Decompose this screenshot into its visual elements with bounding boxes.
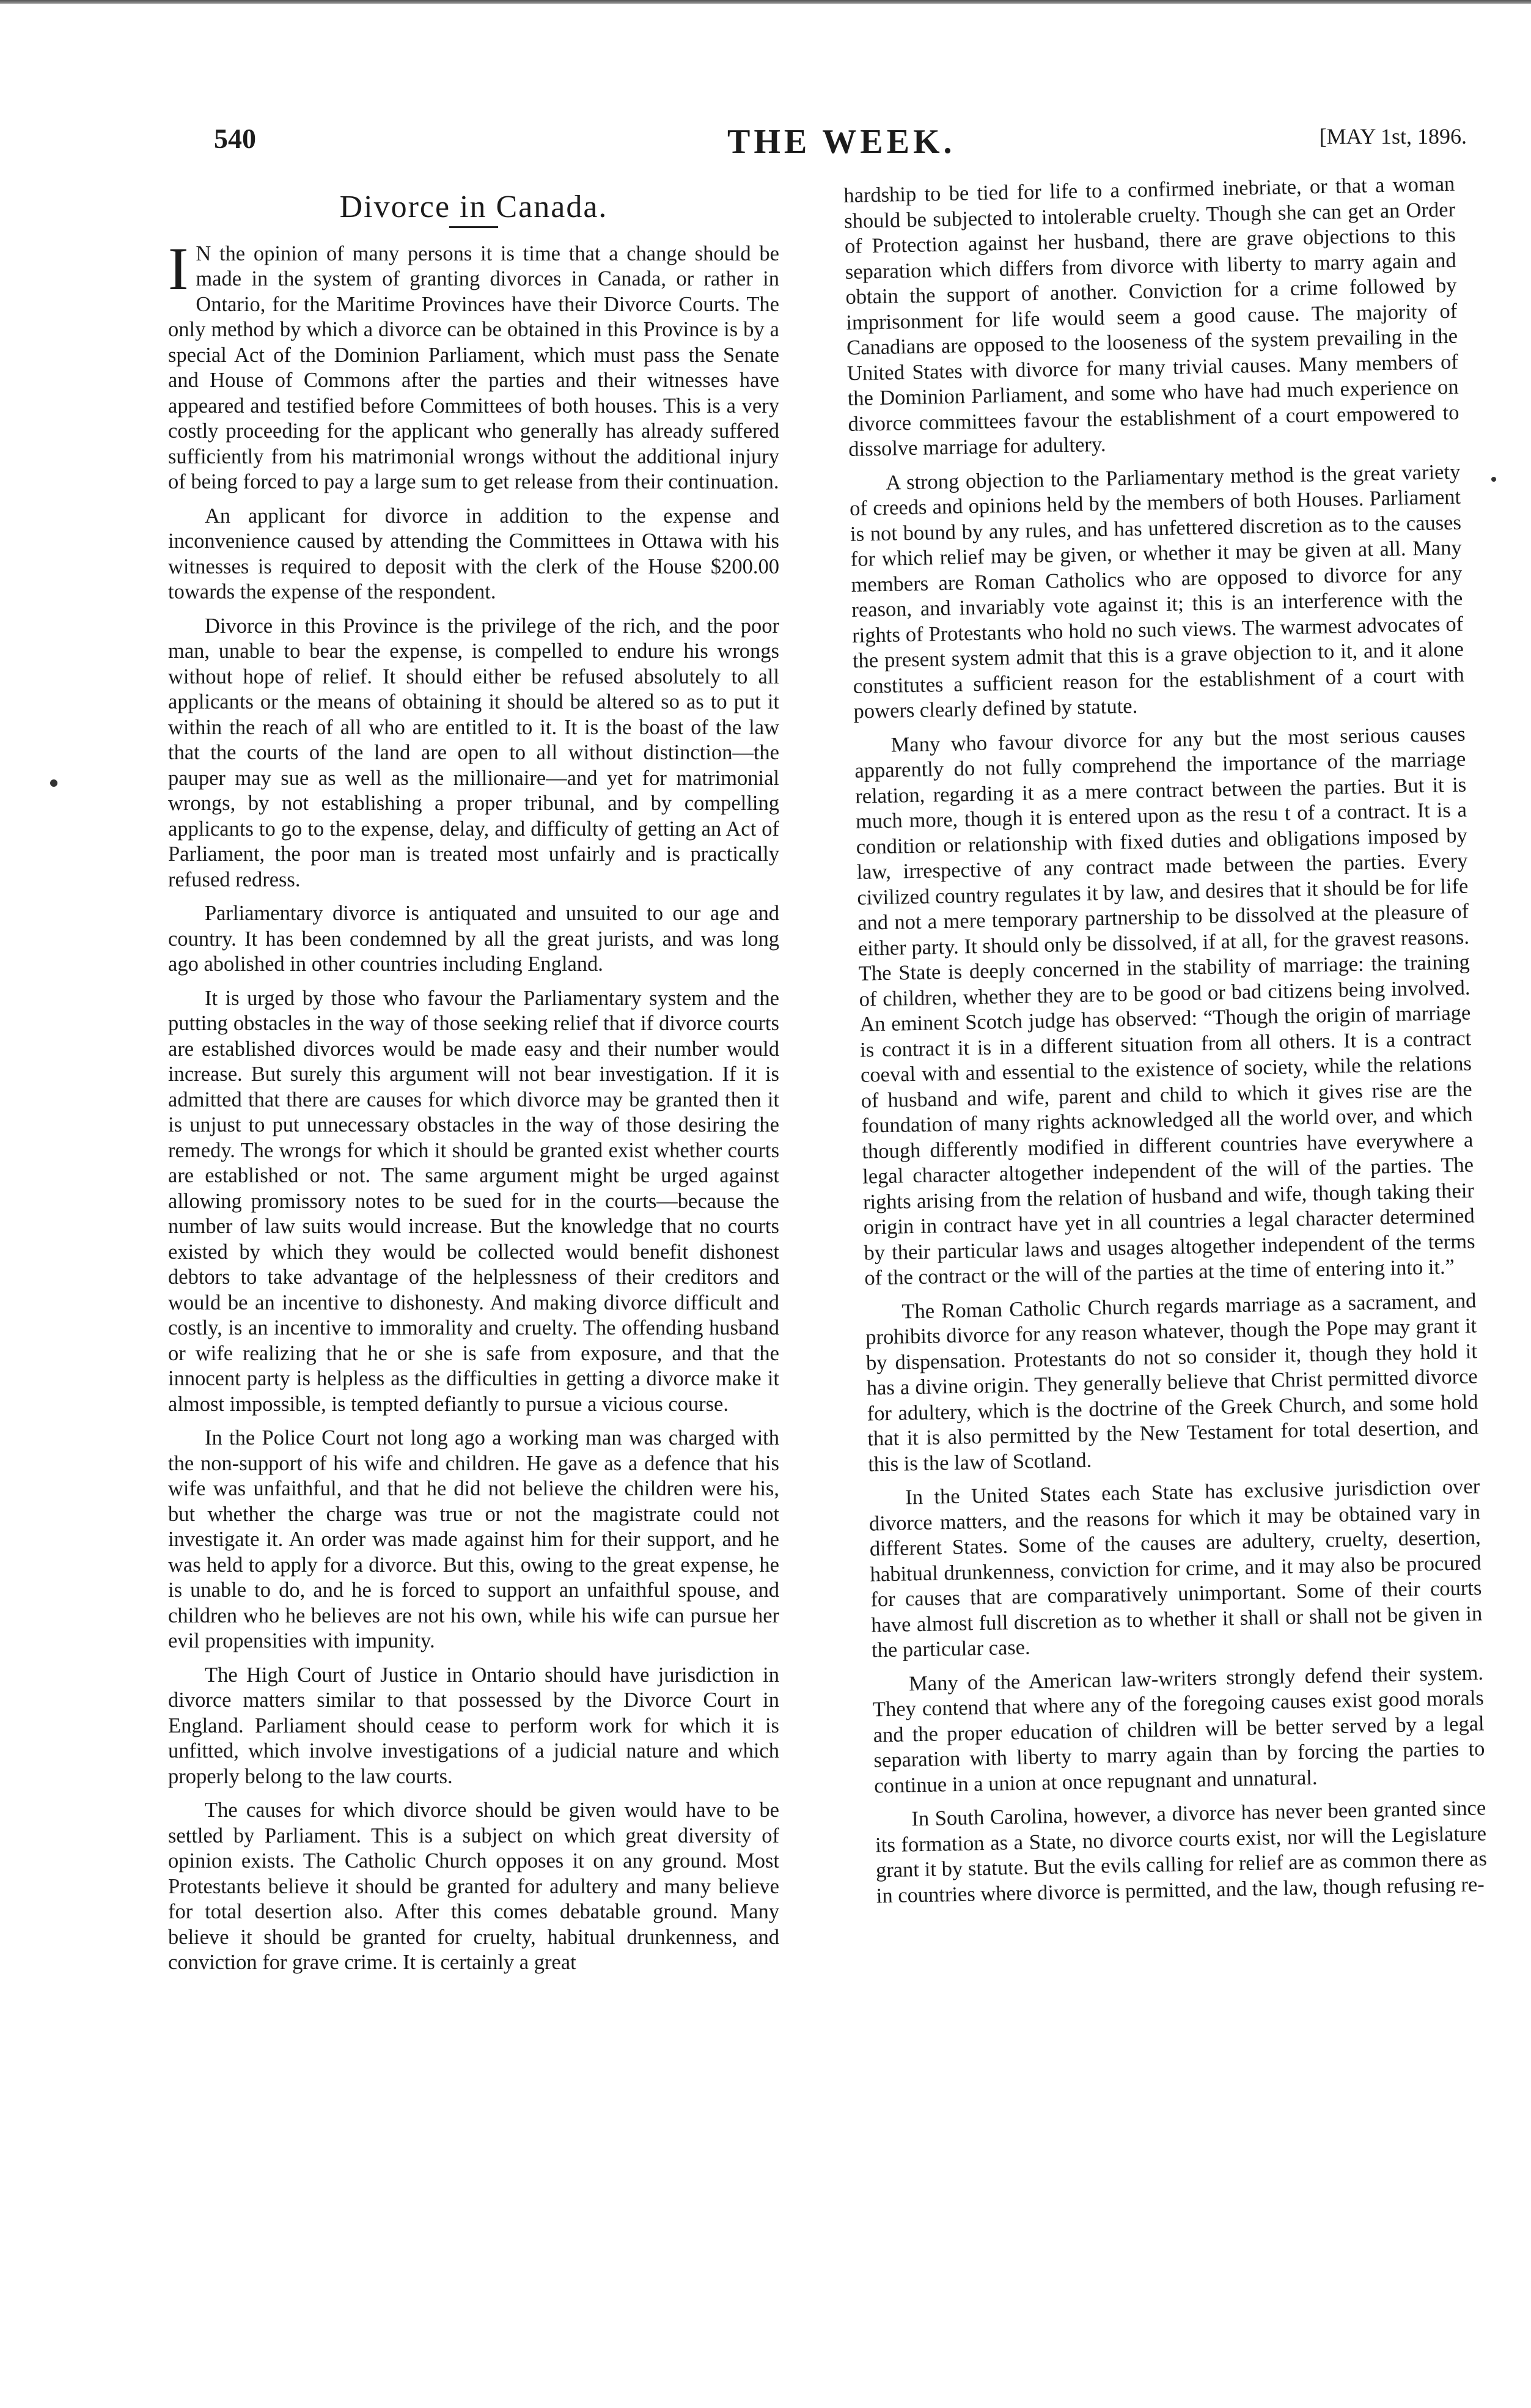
article-title: Divorce in Canada. — [339, 190, 608, 224]
paragraph: Many of the American law-writers strongly defend their system. They contend that where any of the foregoing causes exist good morals and the proper education of children will be better served by a legal separation with liberty to marry again than by forcing the parties to continue in a union at once repugnant and unnatural. — [872, 1660, 1485, 1798]
left-column — [168, 190, 779, 1984]
paragraph: The Roman Catholic Church regards marriage as a sacrament, and prohibits divorce for any reason whatever, though the Pope may grant it by dispensation. Protestants do not so consider it, though they hold it has a divine origin. They generally believe that Christ permitted divorce for adultery, which is the doctrine of the Greek Church, and some hold that it is also permitted by the New Testament for total desertion, and this is the law of Scotland. — [865, 1288, 1479, 1476]
paragraph: In South Carolina, however, a divorce has never been granted since its formation as a State, no divorce courts exist, nor will the Legislature grant it by statute. But the evils calling for relief are as common there as in countries where divorce is permitted, and the law, though refusing re- — [875, 1796, 1488, 1907]
page-number: 540 — [214, 123, 256, 154]
paragraph: It is urged by those who favour the Parliamentary system and the putting obstacles in the way of those seeking relief that if divorce courts are established divorces would be made easy and their number would increase. But surely this argument will not bear investigation. If it is admitted that there are causes for which divorce may be granted then it is unjust to put unnecessary obstacles in the way of those desiring the remedy. The wrongs for which it should be granted exist whether courts are established or not. The same argument might be urged against allowing promissory notes to be sued for in the courts—because the number of law suits would increase. But the knowledge that no courts existed by which they would be collected would benefit dishonest debtors to take advantage of the helplessness of their creditors and would be an incentive to dishonesty. And making divorce difficult and costly, is an incentive to immorality and cruelty. The offending husband or wife realizing that he or she is safe from exposure, and that the innocent party is helpless as the difficulties in getting a divorce make it almost impossible, is tempted defiantly to pursue a vicious course. — [168, 986, 779, 1416]
drop-cap: I — [168, 234, 189, 303]
paragraph: Divorce in this Province is the privilege of the rich, and the poor man, unable to bear the expense, is compelled to endure his wrongs without hope of relief. It should either be refused absolutely to all applicants or the means of obtaining it should be altered so as to put it within the reach of all who are entitled to it. It is the boast of the law that the courts of the land are open to all without distinction—the pauper may sue as well as the millionaire—and yet for matrimonial wrongs, by not establishing a proper tribunal, and by compelling applicants to go to the expense, delay, and difficulty of getting an Act of Parliament, the poor man is treated most unfairly and is practically refused redress. — [168, 614, 779, 891]
paragraph: Parliamentary divorce is antiquated and unsuited to our age and country. It has been condemned by all the great jurists, and was long ago abolished in other countries including England. — [168, 902, 779, 976]
paragraph: The causes for which divorce should be given would have to be settled by Parliament. This is a subject on which great diversity of opinion exists. The Catholic Church opposes it on any ground. Most Protestants believe it should be granted for adultery and many believe for total desertion also. After this comes debatable ground. Many believe it should be granted for cruelty, habitual drunkenness, and conviction for grave crime. It is certainly a great — [168, 1799, 779, 1974]
paragraph: A strong objection to the Parliamentary method is the great variety of creeds and opinions held by the members of both Houses. Parliament is not bound by any rules, and has unfettered discretion as to the causes for which relief may be given, or whether it may be given at all. Many members are Roman Catholics who are opposed to divorce for any reason, and invariably vote against it; this is an interference with the rights of Protestants who hold no such views. The warmest advocates of the present system admit that this is a grave objection to it, and it alone constitutes a sufficient reason for the establishment of a court with powers clearly defined by statute. — [849, 460, 1464, 723]
masthead-title: THE WEEK. — [727, 123, 956, 161]
page-top-edge — [0, 0, 1531, 4]
paragraph: In the United States each State has exclusive jurisdiction over divorce matters, and the reasons for which it may be obtained vary in different States. Some of the causes are adultery, cruelty, desertion, habitual drunkenness, conviction for crime, and it may also be procured for causes that are comparatively unimportant. Some of their courts have almost full discretion as to whether it shall or shall not be given in the particular case. — [868, 1475, 1483, 1662]
issue-date: [MAY 1st, 1896. — [1319, 124, 1467, 149]
paragraph — [168, 234, 779, 495]
right-column — [843, 172, 1488, 1918]
paragraph: Many who favour divorce for any but the most serious causes apparently do not fully comprehend the importance of the marriage relation, regarding it as a mere contract between the parties. But it is much more, though it is entered upon as the resu t of a contract. It is a condition or relationship with fixed duties and obligations imposed by law, irrespective of any contract made between the parties. Every civilized country regulates it by law, and desires that it should be for life and not a mere temporary partnership to be dissolved at the pleasure of either party. It should only be dissolved, if at all, for the gravest reasons. The State is deeply concerned in the stability of marriage: the training of children, whether they are to be good or bad citizens being involved. An eminent Scotch judge has observed: “Though the origin of marriage is contract it is in a different situation from all others. It is a contract coeval with and essential to the existence of society, while the relations of husband and wife, parent and child to which it gives rise are the foundation of many rights acknowledged all the world over, and which though differently modified in different countries have everywhere a legal character altogether independent of the will of the parties. The rights arising from the relation of husband and wife, though taking their origin in contract have yet in all countries a legal character determined by their particular laws and usages altogether independent of the terms of the contract or the will of the parties at the time of entering into it.” — [854, 722, 1475, 1290]
title-rule — [449, 226, 498, 228]
paragraph: In the Police Court not long ago a working man was charged with the non-support of his wife and children. He gave as a defence that his wife was unfaithful, and that he did not believe the children were his, but whether the charge was true or not the magistrate could not investigate it. An order was made against him for their support, and he was held to apply for a divorce. But this, owing to the great expense, he is unable to do, and he is forced to support an unfaithful spouse, and children who he believes are not his own, while his wife can pursue her evil propensities with impunity. — [168, 1426, 779, 1652]
paragraph: The High Court of Justice in Ontario should have jurisdiction in divorce matters similar to that possessed by the Divorce Court in England. Parliament should cease to perform work for which it is unfitted, which involve investigations of a judicial nature and which properly belong to the law courts. — [168, 1663, 779, 1788]
page-header — [208, 122, 1467, 171]
margin-dot — [50, 779, 57, 787]
paragraph: hardship to be tied for life to a confirmed inebriate, or that a woman should be subjected to intolerable cruelty. Though she can get an Order of Protection against her husband, there are grave objections to this separation which differs from divorce with liberty to marry again and obtain the support of another. Conviction for a crime followed by imprisonment for life would seem a good cause. The majority of Canadians are opposed to the looseness of the system prevailing in the United States with divorce for many trivial causes. Many members of the Dominion Parliament, and some who have had much experience on divorce committees favour the establishment of a court empowered to dissolve marriage for adultery. — [843, 172, 1459, 461]
paragraph-text: N the opinion of many persons it is time that a change should be made in the system of granting divorces in Canada, or rather in Ontario, for the Maritime Provinces have their Divorce Courts. The only method by which a divorce can be obtained in this Province is by a special Act of the Dominion Parliament, which must pass the Senate and House of Commons after the parties and their witnesses have appeared and testified before Committees of both houses. This is a very costly proceeding for the applicant who generally has already suffered sufficiently from his matrimonial wrongs without the additional injury of being forced to pay a large sum to get release from their continuation. — [168, 241, 779, 493]
margin-dot — [1491, 477, 1496, 482]
paragraph: An applicant for divorce in addition to the expense and inconvenience caused by attending the Committees in Ottawa with his witnesses is required to deposit with the clerk of the House $200.00 towards the expense of the respondent. — [168, 504, 779, 603]
